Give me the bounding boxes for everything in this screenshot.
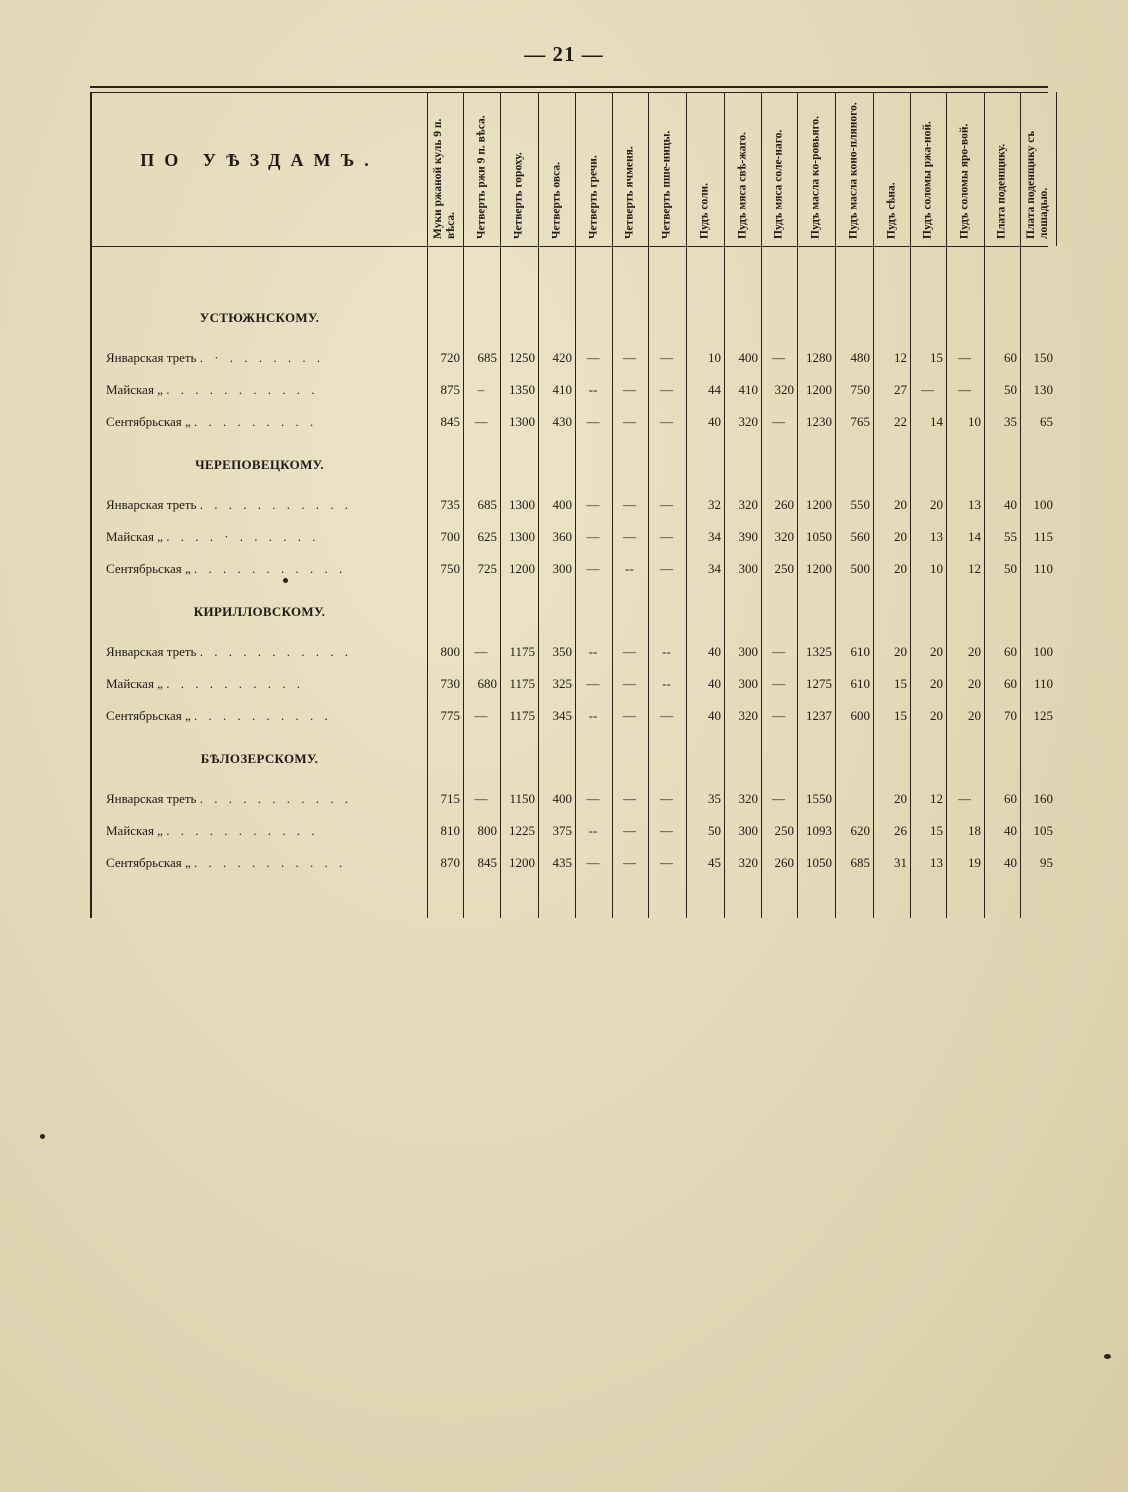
table-cell: 1200	[509, 855, 535, 870]
table-cell: 35	[708, 791, 721, 806]
table-cell: 600	[850, 708, 870, 723]
table-cell: --	[588, 644, 598, 659]
table-cell: —	[474, 414, 488, 429]
row-label	[106, 497, 422, 513]
table-cell: 300	[738, 561, 758, 576]
column-header	[762, 96, 796, 242]
page-number: — 21 —	[524, 42, 604, 66]
table-cell: 19	[968, 855, 981, 870]
table-cell: —	[623, 414, 636, 429]
table-cell: 60	[1004, 791, 1017, 806]
table-cell: —	[474, 708, 488, 723]
table-cell: 55	[1004, 529, 1017, 544]
table-header-rule	[92, 246, 1048, 247]
table-cell: —	[660, 823, 673, 838]
column-header	[798, 96, 834, 242]
dot-leader: . . . . . . . . . . .	[199, 644, 352, 659]
table-cell: 105	[1033, 823, 1053, 838]
table-cell: 130	[1033, 382, 1053, 397]
table-cell: 320	[738, 497, 758, 512]
table-cell: 100	[1033, 497, 1053, 512]
table-cell: 560	[850, 529, 870, 544]
table-cell: 435	[552, 855, 572, 870]
table-cell: 10	[708, 350, 721, 365]
table-cell: 20	[894, 561, 907, 576]
table-cell: —	[660, 708, 673, 723]
table-cell: —	[660, 561, 673, 576]
table-cell: —	[623, 497, 636, 512]
period-name: Январская треть	[106, 644, 197, 659]
table-cell: 610	[850, 676, 870, 691]
table-cell: 250	[774, 823, 794, 838]
table-cell: 95	[1040, 855, 1053, 870]
table-cell: 20	[930, 708, 943, 723]
table-cell: 20	[968, 644, 981, 659]
table-cell: —	[586, 855, 600, 870]
table-cell: 160	[1033, 791, 1053, 806]
table-cell: 700	[440, 529, 460, 544]
table-cell: --	[588, 382, 598, 397]
table-cell: 26	[894, 823, 907, 838]
ink-speck	[1104, 1354, 1111, 1359]
table-cell: 150	[1033, 350, 1053, 365]
table-cell: 20	[968, 676, 981, 691]
column-header	[501, 96, 537, 242]
table-cell: 60	[1004, 350, 1017, 365]
table-cell: 15	[894, 708, 907, 723]
period-name: Январская треть	[106, 497, 197, 512]
table-cell: 12	[894, 350, 907, 365]
table-cell: 725	[477, 561, 497, 576]
column-header	[911, 96, 945, 242]
dot-leader: . . . . . . . . . .	[166, 676, 304, 691]
period-name: Сентябрьская „	[106, 561, 191, 576]
table-cell: 390	[738, 529, 758, 544]
table-cell: —	[623, 855, 636, 870]
table-cell: 400	[552, 497, 572, 512]
table-cell: 260	[774, 497, 794, 512]
table-cell: —	[623, 708, 636, 723]
column-header	[687, 96, 723, 242]
column-header	[725, 96, 760, 242]
column-header-label: Пудъ мяса соле-наго.	[772, 129, 785, 239]
table-cell: —	[623, 791, 636, 806]
table-cell: 1050	[806, 529, 832, 544]
table-cell: 1175	[509, 644, 535, 659]
row-label	[106, 414, 422, 430]
table-cell: 610	[850, 644, 870, 659]
table-cell: 10	[968, 414, 981, 429]
table-cell: 1093	[806, 823, 832, 838]
table-cell: 685	[477, 350, 497, 365]
column-header	[613, 96, 647, 242]
period-name: Майская „	[106, 676, 163, 691]
table-cell: 13	[930, 855, 943, 870]
table-cell: 22	[894, 414, 907, 429]
column-header	[464, 96, 499, 242]
table-cell: 1200	[509, 561, 535, 576]
table-cell: 50	[1004, 382, 1017, 397]
table-cell: 715	[440, 791, 460, 806]
column-divider	[1056, 92, 1057, 246]
column-header	[576, 96, 611, 242]
table-cell: 115	[1033, 529, 1053, 544]
table-cell: —	[958, 382, 971, 397]
table-cell: 800	[440, 644, 460, 659]
table-cell: 1200	[806, 382, 832, 397]
column-header-label: Пудъ сѣна.	[885, 182, 897, 239]
table-cell: --	[662, 676, 671, 691]
table-cell: 400	[552, 791, 572, 806]
table-cell: —	[660, 350, 673, 365]
table-cell: —	[586, 350, 600, 365]
table-cell: —	[623, 350, 636, 365]
table-cell: —	[586, 676, 600, 691]
table-cell: 20	[894, 791, 907, 806]
column-header-label: Четверть ячменя.	[623, 146, 636, 239]
table-cell: 34	[708, 561, 721, 576]
table-cell: —	[474, 791, 488, 806]
table-cell: 20	[930, 676, 943, 691]
table-cell: 750	[850, 382, 870, 397]
column-header-label: Четверть гречи.	[587, 155, 599, 239]
table-cell: —	[586, 561, 600, 576]
table-cell: —	[772, 414, 785, 429]
row-label	[106, 823, 422, 839]
table-cell: 300	[738, 644, 758, 659]
table-cell: —	[586, 529, 600, 544]
row-label	[106, 529, 422, 545]
table-cell: 775	[440, 708, 460, 723]
column-header	[836, 96, 872, 242]
table-cell: 685	[477, 497, 497, 512]
column-header	[428, 96, 462, 242]
table-cell: –	[477, 382, 485, 397]
table-cell: 10	[930, 561, 943, 576]
district-title: КИРИЛЛОВСКОМУ.	[193, 604, 326, 619]
table-cell: 765	[850, 414, 870, 429]
table-cell: —	[474, 644, 488, 659]
table-cell: 320	[774, 382, 794, 397]
table-cell: —	[958, 791, 971, 806]
table-cell: 845	[440, 414, 460, 429]
district-title: УСТЮЖНСКОМУ.	[199, 310, 320, 325]
table-cell: 420	[552, 350, 572, 365]
table-cell: 1250	[509, 350, 535, 365]
table-cell: 1175	[509, 708, 535, 723]
table-cell: 360	[552, 529, 572, 544]
column-header	[985, 96, 1019, 242]
table-cell: 480	[850, 350, 870, 365]
table-cell: 260	[774, 855, 794, 870]
column-header-label: Плата поденщику съ лошадью.	[1025, 130, 1050, 239]
table-cell: 800	[477, 823, 497, 838]
table-cell: 125	[1033, 708, 1053, 723]
table-cell: 50	[1004, 561, 1017, 576]
table-cell: —	[623, 676, 636, 691]
table-cell: 60	[1004, 644, 1017, 659]
table-cell: 730	[440, 676, 460, 691]
dot-leader: . . . . . . . . . .	[194, 708, 332, 723]
table-cell: 1300	[509, 529, 535, 544]
dot-leader: . . . . . . . . . . .	[166, 382, 319, 397]
column-header-label: Четверть гороху.	[512, 152, 525, 239]
table-cell: 1150	[509, 791, 535, 806]
table-cell: —	[586, 791, 600, 806]
table-cell: 680	[477, 676, 497, 691]
period-name: Сентябрьская „	[106, 708, 191, 723]
table-cell: 300	[552, 561, 572, 576]
column-header-label: Пудъ соли.	[698, 182, 711, 239]
table-cell: 12	[968, 561, 981, 576]
column-header-label: Пудъ соломы яро-вой.	[958, 123, 971, 239]
table-cell: 20	[930, 497, 943, 512]
dot-leader: . . . . . . . . . . .	[194, 561, 347, 576]
column-header-label: Четверть овса.	[550, 161, 562, 239]
table-cell: 620	[850, 823, 870, 838]
period-name: Январская треть	[106, 350, 197, 365]
table-cell: 750	[440, 561, 460, 576]
ink-speck	[283, 578, 288, 583]
district-title: БѢЛОЗЕРСКОМУ.	[200, 751, 319, 766]
table-cell: 350	[552, 644, 572, 659]
table-cell: 320	[738, 791, 758, 806]
table-cell: 15	[894, 676, 907, 691]
table-cell: 735	[440, 497, 460, 512]
row-label	[106, 676, 422, 692]
table-cell: —	[586, 414, 600, 429]
table-cell: 70	[1004, 708, 1017, 723]
table-cell: 15	[930, 823, 943, 838]
table-top-rule-inner	[90, 92, 1048, 93]
table-cell: 40	[708, 708, 721, 723]
table-cell: 410	[552, 382, 572, 397]
table-cell: 20	[930, 644, 943, 659]
table-cell: --	[625, 561, 634, 576]
ink-speck	[40, 1134, 45, 1139]
table-cell: 15	[930, 350, 943, 365]
period-name: Майская „	[106, 382, 163, 397]
table-cell: 250	[774, 561, 794, 576]
dot-leader: . . . . . . . . .	[194, 414, 318, 429]
table-cell: 875	[440, 382, 460, 397]
table-cell: --	[588, 708, 598, 723]
table-cell: 13	[930, 529, 943, 544]
table-cell: 1280	[806, 350, 832, 365]
table-cell: 14	[968, 529, 981, 544]
table-cell: 300	[738, 676, 758, 691]
table-cell: 20	[894, 529, 907, 544]
table-cell: 1300	[509, 414, 535, 429]
table-cell: 35	[1004, 414, 1017, 429]
table-cell: —	[660, 414, 673, 429]
table-cell: 1175	[509, 676, 535, 691]
table-cell: —	[772, 676, 785, 691]
table-cell: 20	[968, 708, 981, 723]
table-cell: —	[772, 644, 785, 659]
district-title: ЧЕРЕПОВЕЦКОМУ.	[195, 457, 324, 472]
row-label	[106, 350, 422, 366]
table-cell: 18	[968, 823, 981, 838]
column-header-label: Плата поденщику.	[995, 143, 1008, 239]
table-cell: 400	[738, 350, 758, 365]
table-cell: 870	[440, 855, 460, 870]
table-cell: 20	[894, 644, 907, 659]
table-cell: 34	[708, 529, 721, 544]
table-cell: —	[623, 644, 636, 659]
table-cell: 40	[1004, 497, 1017, 512]
table-cell: 1350	[509, 382, 535, 397]
row-label	[106, 791, 422, 807]
table-cell: 320	[738, 414, 758, 429]
column-header-label: Четверть пше-ницы.	[660, 130, 673, 239]
table-cell: —	[660, 855, 673, 870]
dot-leader: . . . . . . . . . . .	[199, 791, 352, 806]
table-cell: 100	[1033, 644, 1053, 659]
column-header-label: Четверть ржи 9 п. вѣса.	[475, 115, 487, 239]
period-name: Майская „	[106, 529, 163, 544]
period-name: Январская треть	[106, 791, 197, 806]
table-cell: 810	[440, 823, 460, 838]
table-left-border	[90, 92, 92, 918]
table-cell: 500	[850, 561, 870, 576]
column-header	[1021, 96, 1055, 242]
table-cell: 375	[552, 823, 572, 838]
column-header-label: Муки ржаной куль 9 п. вѣса.	[432, 118, 457, 239]
row-label	[106, 644, 422, 660]
table-cell: 1300	[509, 497, 535, 512]
table-cell: —	[958, 350, 971, 365]
table-cell: 1230	[806, 414, 832, 429]
table-cell: 60	[1004, 676, 1017, 691]
table-cell: 27	[894, 382, 907, 397]
table-cell: 14	[930, 414, 943, 429]
table-cell: —	[660, 382, 673, 397]
table-cell: 1225	[509, 823, 535, 838]
table-cell: 685	[850, 855, 870, 870]
table-cell: 320	[738, 708, 758, 723]
table-cell: 110	[1033, 676, 1053, 691]
table-cell: 320	[774, 529, 794, 544]
dot-leader: . . . . . . . . . . .	[166, 823, 319, 838]
table-cell: --	[662, 644, 671, 659]
table-cell: 40	[1004, 855, 1017, 870]
column-header	[539, 96, 574, 242]
table-cell: 1550	[806, 791, 832, 806]
period-name: Сентябрьская „	[106, 855, 191, 870]
table-cell: 550	[850, 497, 870, 512]
table-cell: 20	[894, 497, 907, 512]
dot-leader: . · . . . . . . .	[199, 350, 325, 365]
table-cell: 1200	[806, 561, 832, 576]
table-cell: 720	[440, 350, 460, 365]
districts-heading: ПО УѢЗДАМЪ.	[140, 150, 379, 170]
table-cell: 430	[552, 414, 572, 429]
column-header-label: Пудъ мяса свѣ-жаго.	[736, 132, 748, 239]
table-cell: 300	[738, 823, 758, 838]
table-cell: 1050	[806, 855, 832, 870]
table-cell: 110	[1033, 561, 1053, 576]
table-cell: 1200	[806, 497, 832, 512]
table-cell: 325	[552, 676, 572, 691]
table-cell: 12	[930, 791, 943, 806]
table-cell: —	[772, 350, 785, 365]
column-header	[947, 96, 983, 242]
table-cell: —	[623, 382, 636, 397]
table-cell: 1275	[806, 676, 832, 691]
table-cell: —	[586, 497, 600, 512]
column-header	[874, 96, 909, 242]
table-cell: —	[660, 529, 673, 544]
table-cell: 32	[708, 497, 721, 512]
table-cell: —	[921, 382, 934, 397]
table-cell: 1325	[806, 644, 832, 659]
table-cell: 65	[1040, 414, 1053, 429]
table-cell: 40	[708, 414, 721, 429]
table-cell: 40	[708, 676, 721, 691]
table-cell: 40	[1004, 823, 1017, 838]
table-cell: —	[660, 791, 673, 806]
dot-leader: . . . . . . . . . . .	[194, 855, 347, 870]
row-label	[106, 561, 422, 577]
table-cell: 1237	[806, 708, 832, 723]
table-cell: 44	[708, 382, 721, 397]
table-cell: —	[660, 497, 673, 512]
table-cell: 320	[738, 855, 758, 870]
table-top-rule	[90, 86, 1048, 88]
column-header-label: Пудъ соломы ржа-ной.	[921, 121, 934, 239]
table-cell: 625	[477, 529, 497, 544]
table-cell: 40	[708, 644, 721, 659]
dot-leader: . . . . . . . . . . .	[199, 497, 352, 512]
table-cell: 13	[968, 497, 981, 512]
table-cell: 45	[708, 855, 721, 870]
row-label	[106, 382, 422, 398]
column-header	[649, 96, 685, 242]
table-cell: —	[623, 823, 636, 838]
period-name: Майская „	[106, 823, 163, 838]
table-cell: —	[772, 791, 785, 806]
row-label	[106, 708, 422, 724]
table-cell: 410	[738, 382, 758, 397]
column-header-label: Пудъ масла коно-пляного.	[847, 102, 860, 239]
period-name: Сентябрьская „	[106, 414, 191, 429]
dot-leader: . . . . · . . . . . .	[166, 529, 320, 544]
table-cell: —	[772, 708, 785, 723]
table-cell: 345	[552, 708, 572, 723]
table-cell: 31	[894, 855, 907, 870]
table-cell: --	[588, 823, 598, 838]
table-cell: 845	[477, 855, 497, 870]
column-header-label: Пудъ масла ко-ровьяго.	[809, 115, 822, 239]
table-cell: 50	[708, 823, 721, 838]
table-cell: —	[623, 529, 636, 544]
row-label	[106, 855, 422, 871]
